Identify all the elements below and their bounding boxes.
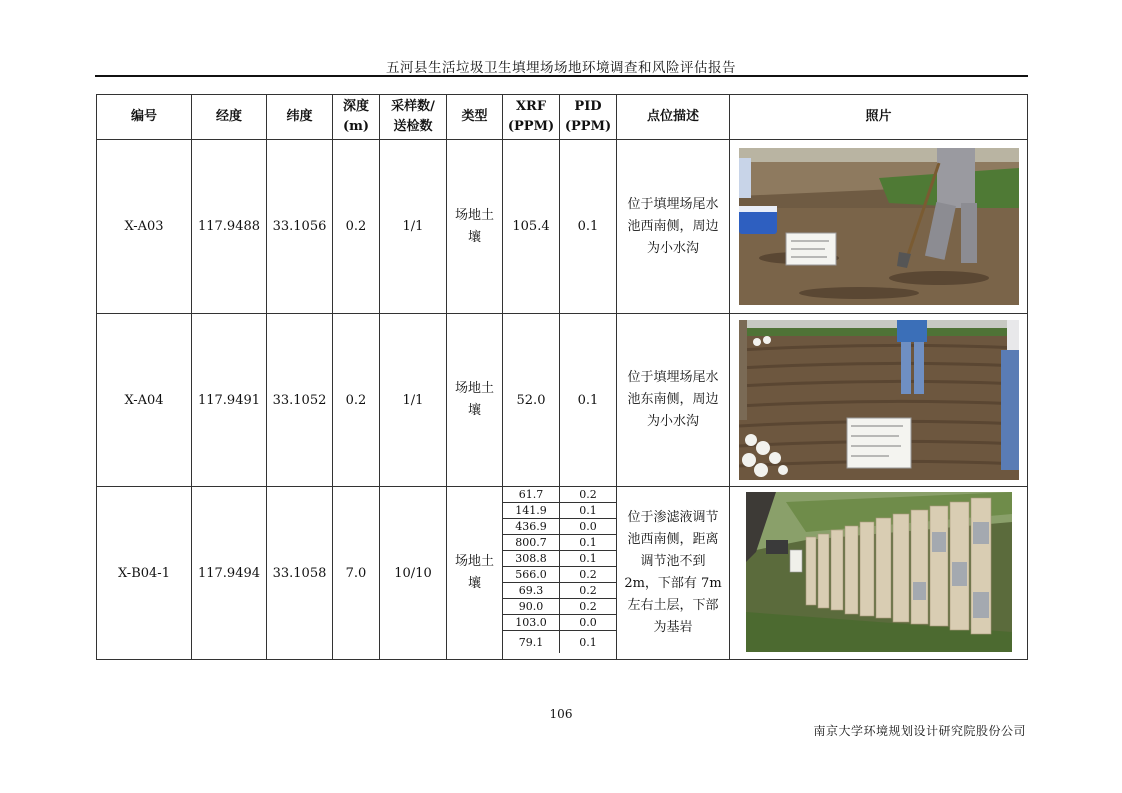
cell-depth: 7.0 [333,487,380,660]
pid-value: 0.1 [560,551,617,567]
measurement-row [503,615,616,631]
cell-depth: 0.2 [333,314,380,487]
measurement-row [503,519,616,535]
xrf-value: 141.9 [503,503,560,519]
sampling-point-table [96,94,1028,660]
cell-type: 场地土 壤 [447,140,503,314]
col-header-latitude: 纬度 [267,95,333,140]
cell-description: 位于填埋场尾水 池西南侧，周边 为小水沟 [617,140,730,314]
cell-photo [730,487,1028,660]
measurement-row [503,599,616,615]
xrf-value: 566.0 [503,567,560,583]
cell-description: 位于渗滤液调节 池西南侧，距离 调节池不到 2m，下部有 7m 左右土层，下部 为基岩 [617,487,730,660]
cell-type: 场地土 壤 [447,314,503,487]
cell-depth: 0.2 [333,140,380,314]
xrf-value: 308.8 [503,551,560,567]
table-row [97,140,1028,314]
col-header-photo: 照片 [730,95,1028,140]
table-row [97,314,1028,487]
col-header-id: 编号 [97,95,192,140]
measurement-row [503,567,616,583]
cell-photo [730,140,1028,314]
cell-longitude: 117.9491 [192,314,267,487]
measurement-row [503,535,616,551]
field-photo-x-a04 [739,317,1019,484]
cell-pid: 0.1 [560,314,617,487]
measurement-row [503,503,616,519]
cell-latitude: 33.1058 [267,487,333,660]
footer-organization: 南京大学环境规划设计研究院股份公司 [813,724,1026,738]
measurement-row [503,583,616,599]
col-header-longitude: 经度 [192,95,267,140]
pid-value: 0.1 [560,631,617,654]
col-header-type: 类型 [447,95,503,140]
pid-value: 0.1 [560,535,617,551]
xrf-value: 800.7 [503,535,560,551]
table-row [97,487,1028,660]
cell-samples: 1/1 [380,140,447,314]
measurement-row [503,551,616,567]
cell-longitude: 117.9494 [192,487,267,660]
col-header-samples: 采样数/ 送检数 [380,95,447,140]
pid-value: 0.0 [560,615,617,631]
col-header-description: 点位描述 [617,95,730,140]
page-number: 106 [549,707,573,721]
cell-xrf: 52.0 [503,314,560,487]
xrf-value: 61.7 [503,487,560,503]
cell-latitude: 33.1056 [267,140,333,314]
xrf-value: 90.0 [503,599,560,615]
cell-latitude: 33.1052 [267,314,333,487]
cell-xrf: 105.4 [503,140,560,314]
pid-value: 0.1 [560,503,617,519]
xrf-value: 69.3 [503,583,560,599]
measurement-subtable [503,487,616,653]
pid-value: 0.0 [560,519,617,535]
cell-id: X-B04-1 [97,487,192,660]
xrf-value: 103.0 [503,615,560,631]
pid-value: 0.2 [560,487,617,503]
pid-value: 0.2 [560,599,617,615]
xrf-value: 436.9 [503,519,560,535]
xrf-value: 79.1 [503,631,560,654]
cell-longitude: 117.9488 [192,140,267,314]
field-photo-x-a03 [739,143,1019,310]
cell-type: 场地土 壤 [447,487,503,660]
cell-pid: 0.1 [560,140,617,314]
core-sample-photo-x-b04-1 [746,492,1012,654]
cell-samples: 10/10 [380,487,447,660]
table-header-row [97,95,1028,140]
measurement-row [503,487,616,503]
col-header-xrf: XRF (PPM) [503,95,560,140]
header-divider [95,75,1028,77]
col-header-pid: PID (PPM) [560,95,617,140]
cell-samples: 1/1 [380,314,447,487]
cell-photo [730,314,1028,487]
cell-id: X-A03 [97,140,192,314]
cell-description: 位于填埋场尾水 池东南侧，周边 为小水沟 [617,314,730,487]
measurement-row [503,631,616,654]
document-header-title: 五河县生活垃圾卫生填埋场场地环境调查和风险评估报告 [386,60,736,76]
col-header-depth: 深度 (m) [333,95,380,140]
pid-value: 0.2 [560,567,617,583]
pid-value: 0.2 [560,583,617,599]
cell-measurements [503,487,617,660]
cell-id: X-A04 [97,314,192,487]
